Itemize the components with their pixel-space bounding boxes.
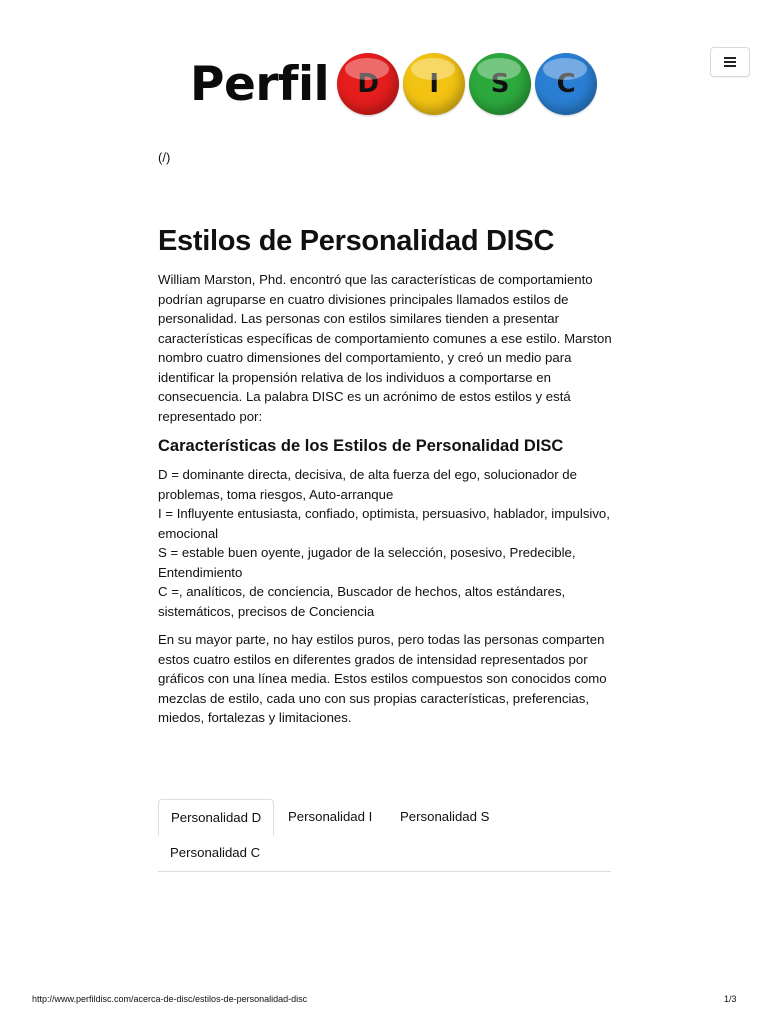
site-logo[interactable] bbox=[190, 48, 597, 120]
article bbox=[158, 225, 618, 728]
tab-personalidad-d[interactable]: Personalidad D bbox=[158, 799, 274, 836]
characteristic-i: I = Influyente entusiasta, confiado, optimista, persuasivo, hablador, impulsivo, emocional bbox=[158, 506, 610, 541]
intro-paragraph: William Marston, Phd. encontró que las características de comportamiento podrían agruparse en cuatro divisiones principales llamados estilos de personalidad. Las personas con estilos similares tienden a presentar características específicas de comportamiento comunes a ese estilo. Marston nombro cuatro dimensiones del comportamiento, y creó un medio para identificar la propensión relativa de los individuos a comportarse en consecuencia. La palabra DISC es un acrónimo de estos estilos y está representado por: bbox=[158, 272, 612, 424]
characteristic-d: D = dominante directa, decisiva, de alta fuerza del ego, solucionador de problemas, toma riesgos, Auto-arranque bbox=[158, 467, 577, 502]
section-subtitle: Características de los Estilos de Personalidad DISC bbox=[158, 437, 564, 455]
logo-circle-i: I bbox=[403, 53, 465, 115]
logo-circle-d: D bbox=[337, 53, 399, 115]
menu-toggle-button[interactable] bbox=[710, 47, 750, 77]
tab-personalidad-c[interactable]: Personalidad C bbox=[170, 845, 261, 860]
tab-personalidad-i[interactable]: Personalidad I bbox=[288, 809, 373, 824]
hamburger-menu-icon bbox=[724, 57, 736, 67]
home-link[interactable]: (/) bbox=[158, 150, 171, 165]
tab-personalidad-s[interactable]: Personalidad S bbox=[400, 809, 490, 824]
footer-url: http://www.perfildisc.com/acerca-de-disc/estilos-de-personalidad-disc bbox=[32, 994, 308, 1004]
logo-circle-s: S bbox=[469, 53, 531, 115]
logo-circle-c: C bbox=[535, 53, 597, 115]
characteristic-c: C =, analíticos, de conciencia, Buscador de hechos, altos estándares, sistemáticos, precisos de Conciencia bbox=[158, 584, 566, 619]
personality-tabs bbox=[158, 799, 611, 872]
logo-word: Perfil bbox=[190, 56, 330, 112]
page-number: 1/3 bbox=[724, 994, 737, 1004]
characteristic-s: S = estable buen oyente, jugador de la selección, posesivo, Predecible, Entendimiento bbox=[158, 545, 576, 580]
page-title: Estilos de Personalidad DISC bbox=[158, 225, 555, 257]
closing-paragraph: En su mayor parte, no hay estilos puros, pero todas las personas comparten estos cuatro estilos en diferentes grados de intensidad representados por gráficos con una línea media. Estos estilos compuestos son conocidos como mezclas de estilo, cada uno con sus propias características, preferencias, miedos, fortalezas y limitaciones. bbox=[158, 632, 607, 725]
